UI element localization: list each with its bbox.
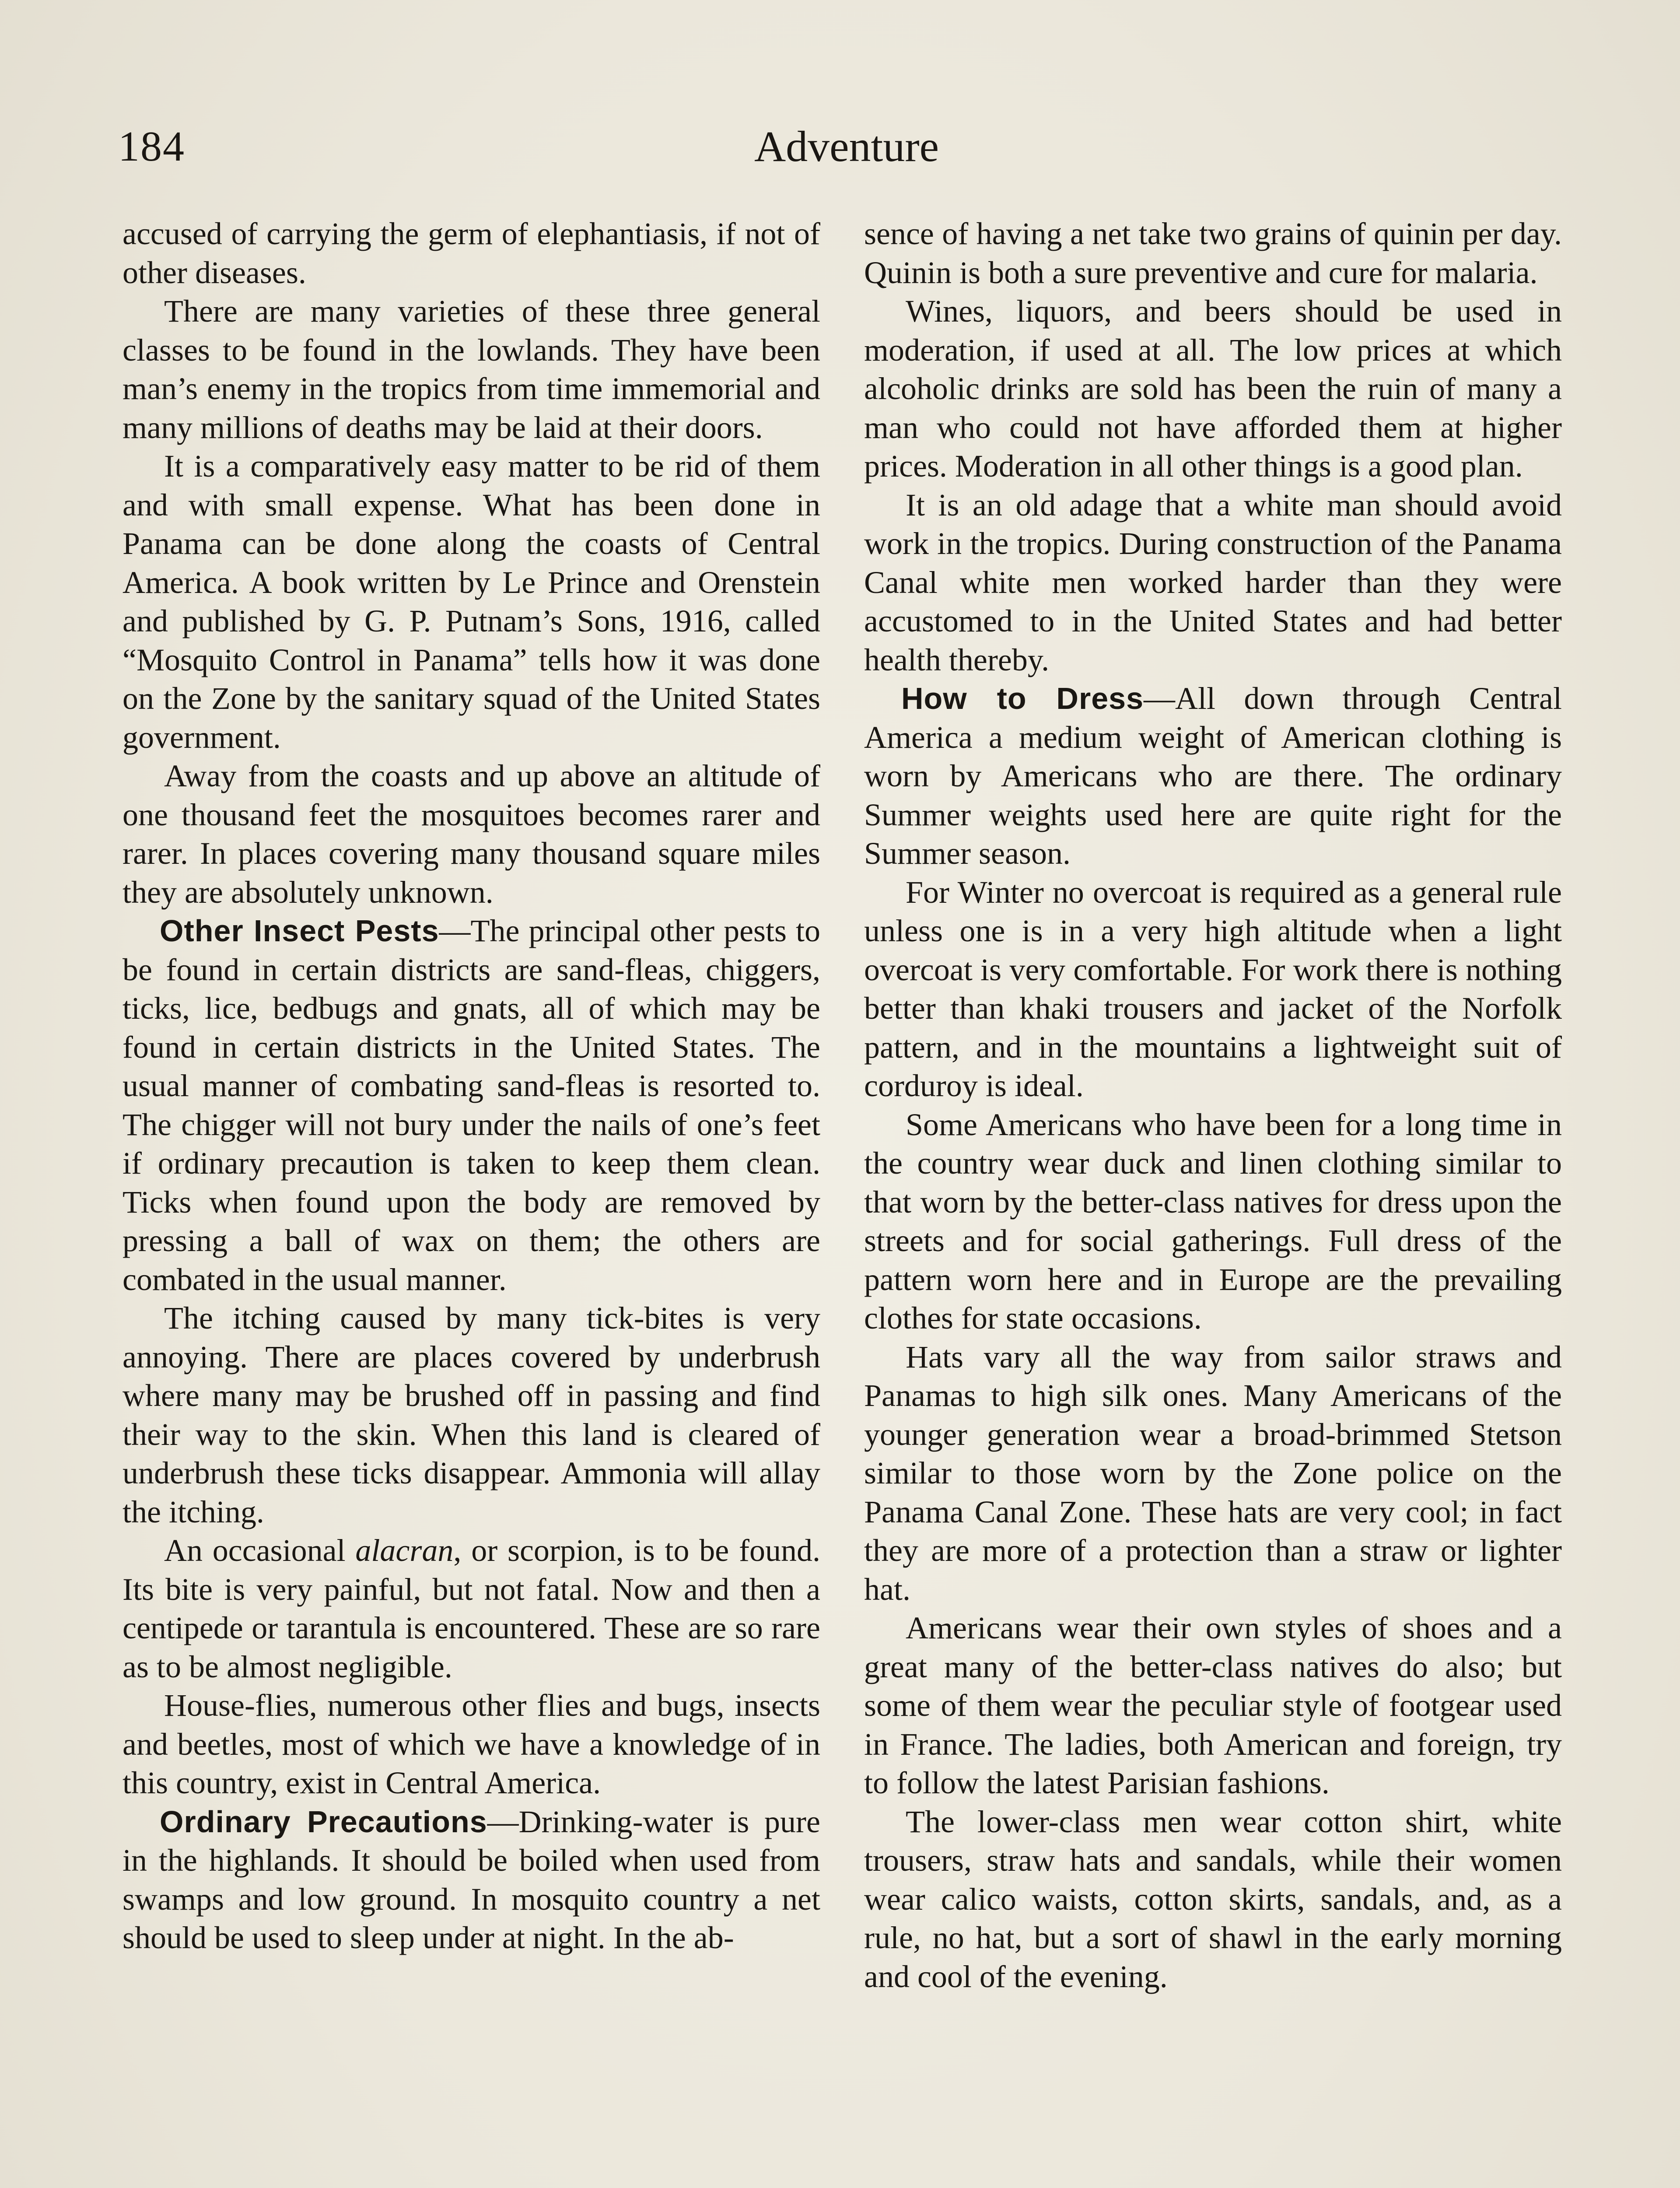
section-text: —All down through Central America a medium weight of American clothing is worn by Americans who are there. The ordinary Summer weights used here are quite right for the Summer season. [864,681,1562,871]
paragraph: Some Americans who have been for a long time in the country wear duck and linen clothing similar to that worn by the better-class natives for dress upon the streets and for social gatherings. Full dress of the pattern worn here and in Europe are the prevailing clothes for state occasions. [864,1107,1562,1336]
left-column [122,214,820,1957]
paragraph [122,1531,820,1686]
paragraph-text: , or scorpion, is to be found. Its bite is very painful, but not fatal. Now and then a centipede or tarantula is encountered. These are so rare as to be almost negligible. [122,1533,820,1684]
paragraph: There are many varieties of these three general classes to be found in the lowlands. They have been man’s enemy in the tropics from time immemorial and many millions of deaths may be laid at their doors. [122,294,820,445]
paragraph: House-flies, numerous other flies and bugs, insects and beetles, most of which we have a knowledge of in this country, exist in Central America. [122,1688,820,1800]
paragraph: Hats vary all the way from sailor straws and Panamas to high silk ones. Many Americans of the younger generation wear a broad-brimmed Stetson similar to those worn by the Zone police on the Panama Canal Zone. These hats are very cool; in fact they are more of a protection than a straw or lighter hat. [864,1339,1562,1607]
italic-term: alacran [355,1533,454,1568]
paragraph: It is a comparatively easy matter to be rid of them and with small expense. What has been done in Panama can be done along the coasts of Central America. A book written by Le Prince and Orenstein and published by G. P. Putnam’s Sons, 1916, called “Mosquito Control in Panama” tells how it was done on the Zone by the sanitary squad of the United States government. [122,449,820,755]
section-paragraph [864,679,1562,873]
paragraph: Away from the coasts and up above an altitude of one thousand feet the mosquitoes becomes rarer and rarer. In places covering many thousand square miles they are absolutely unknown. [122,758,820,910]
section-heading-other-insect-pests: Other Insect Pests [160,914,439,948]
section-text: —The principal other pests to be found in certain districts are sand-fleas, chiggers, ticks, lice, bedbugs and gnats, all of which may be found in certain districts in the United States. The usual manner of combating sand-fleas is resorted to. The chigger will not bury under the nails of one’s feet if ordinary precaution is taken to keep them clean. Ticks when found upon the body are removed by pressing a ball of wax on them; the others are combated in the usual manner. [122,913,820,1297]
paragraph: accused of carrying the germ of elephantiasis, if not of other diseases. [122,216,820,290]
page-number: 184 [118,123,185,170]
paragraph: sence of having a net take two grains of quinin per day. Quinin is both a sure preventive and cure for malaria. [864,216,1562,290]
page-header [118,123,1575,188]
paragraph: The itching caused by many tick-bites is very annoying. There are places covered by underbrush where many may be brushed off in passing and find their way to the skin. When this land is cleared of underbrush these ticks disappear. Ammonia will allay the itching. [122,1301,820,1529]
right-column [864,214,1562,1996]
paragraph: For Winter no overcoat is required as a general rule unless one is in a very high altitude when a light overcoat is very comfortable. For work there is nothing better than khaki trousers and jacket of the Norfolk pattern, and in the mountains a lightweight suit of corduroy is ideal. [864,874,1562,1103]
section-text: —Drinking-water is pure in the highlands. It should be boiled when used from swamps and low ground. In mosquito country a net should be used to sleep under at night. In the ab- [122,1804,820,1955]
section-heading-how-to-dress: How to Dress [901,681,1144,715]
paragraph: Americans wear their own styles of shoes and a great many of the better-class natives do also; but some of them wear the peculiar style of footgear used in France. The ladies, both American and foreign, try to follow the latest Parisian fashions. [864,1610,1562,1800]
section-paragraph [122,1802,820,1957]
paragraph: It is an old adage that a white man should avoid work in the tropics. During construction of the Panama Canal white men worked harder than they were accustomed to in the United States and had better health thereby. [864,487,1562,677]
paragraph: Wines, liquors, and beers should be used in moderation, if used at all. The low prices at which alcoholic drinks are sold has been the ruin of many a man who could not have afforded them at higher prices. Moderation in all other things is a good plan. [864,294,1562,484]
running-title: Adventure [754,122,939,171]
paragraph: The lower-class men wear cotton shirt, white trousers, straw hats and sandals, while their women wear calico waists, cotton skirts, sandals, and, as a rule, no hat, but a sort of shawl in the early morning and cool of the evening. [864,1804,1562,1994]
paragraph-text: An occasional [164,1533,356,1568]
section-heading-ordinary-precautions: Ordinary Precautions [160,1804,487,1839]
section-paragraph [122,912,820,1299]
